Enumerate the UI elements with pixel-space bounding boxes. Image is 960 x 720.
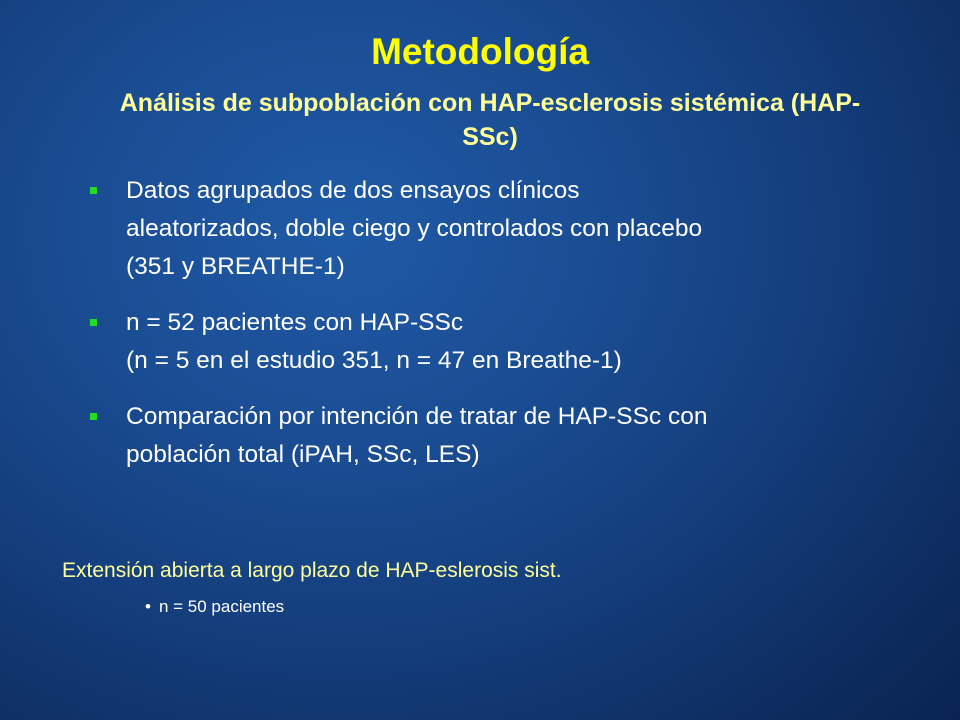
bullet-item [88,304,908,380]
bullet-item [88,398,908,474]
bullet-line: n = 52 pacientes con HAP-SSc [126,309,464,336]
bullet-list [88,172,908,474]
bullet-line: (351 y BREATHE-1) [126,253,345,280]
bullet-line: Comparación por intención de tratar de HAP-SSc con [126,403,708,430]
slide-subtitle: Análisis de subpoblación con HAP-esclerosis sistémica (HAP-SSc) [119,89,861,151]
bullet-line: población total (iPAH, SSc, LES) [126,441,480,468]
green-square-bullet-icon [90,187,97,194]
green-square-bullet-icon [90,413,97,420]
sub-bullet-text: n = 50 pacientes [158,597,285,616]
extension-note: Extensión abierta a largo plazo de HAP-eslerosis sist. [62,559,562,582]
bullet-item [88,172,908,286]
bullet-line: (n = 5 en el estudio 351, n = 47 en Breathe-1) [126,347,622,374]
bullet-line: Datos agrupados de dos ensayos clínicos [126,177,580,204]
green-square-bullet-icon [90,319,97,326]
dot-bullet-icon: • [145,597,151,616]
slide-title: Metodología [371,31,589,72]
bullet-line: aleatorizados, doble ciego y controlados con placebo [126,215,703,242]
sub-bullet-item [145,594,284,620]
